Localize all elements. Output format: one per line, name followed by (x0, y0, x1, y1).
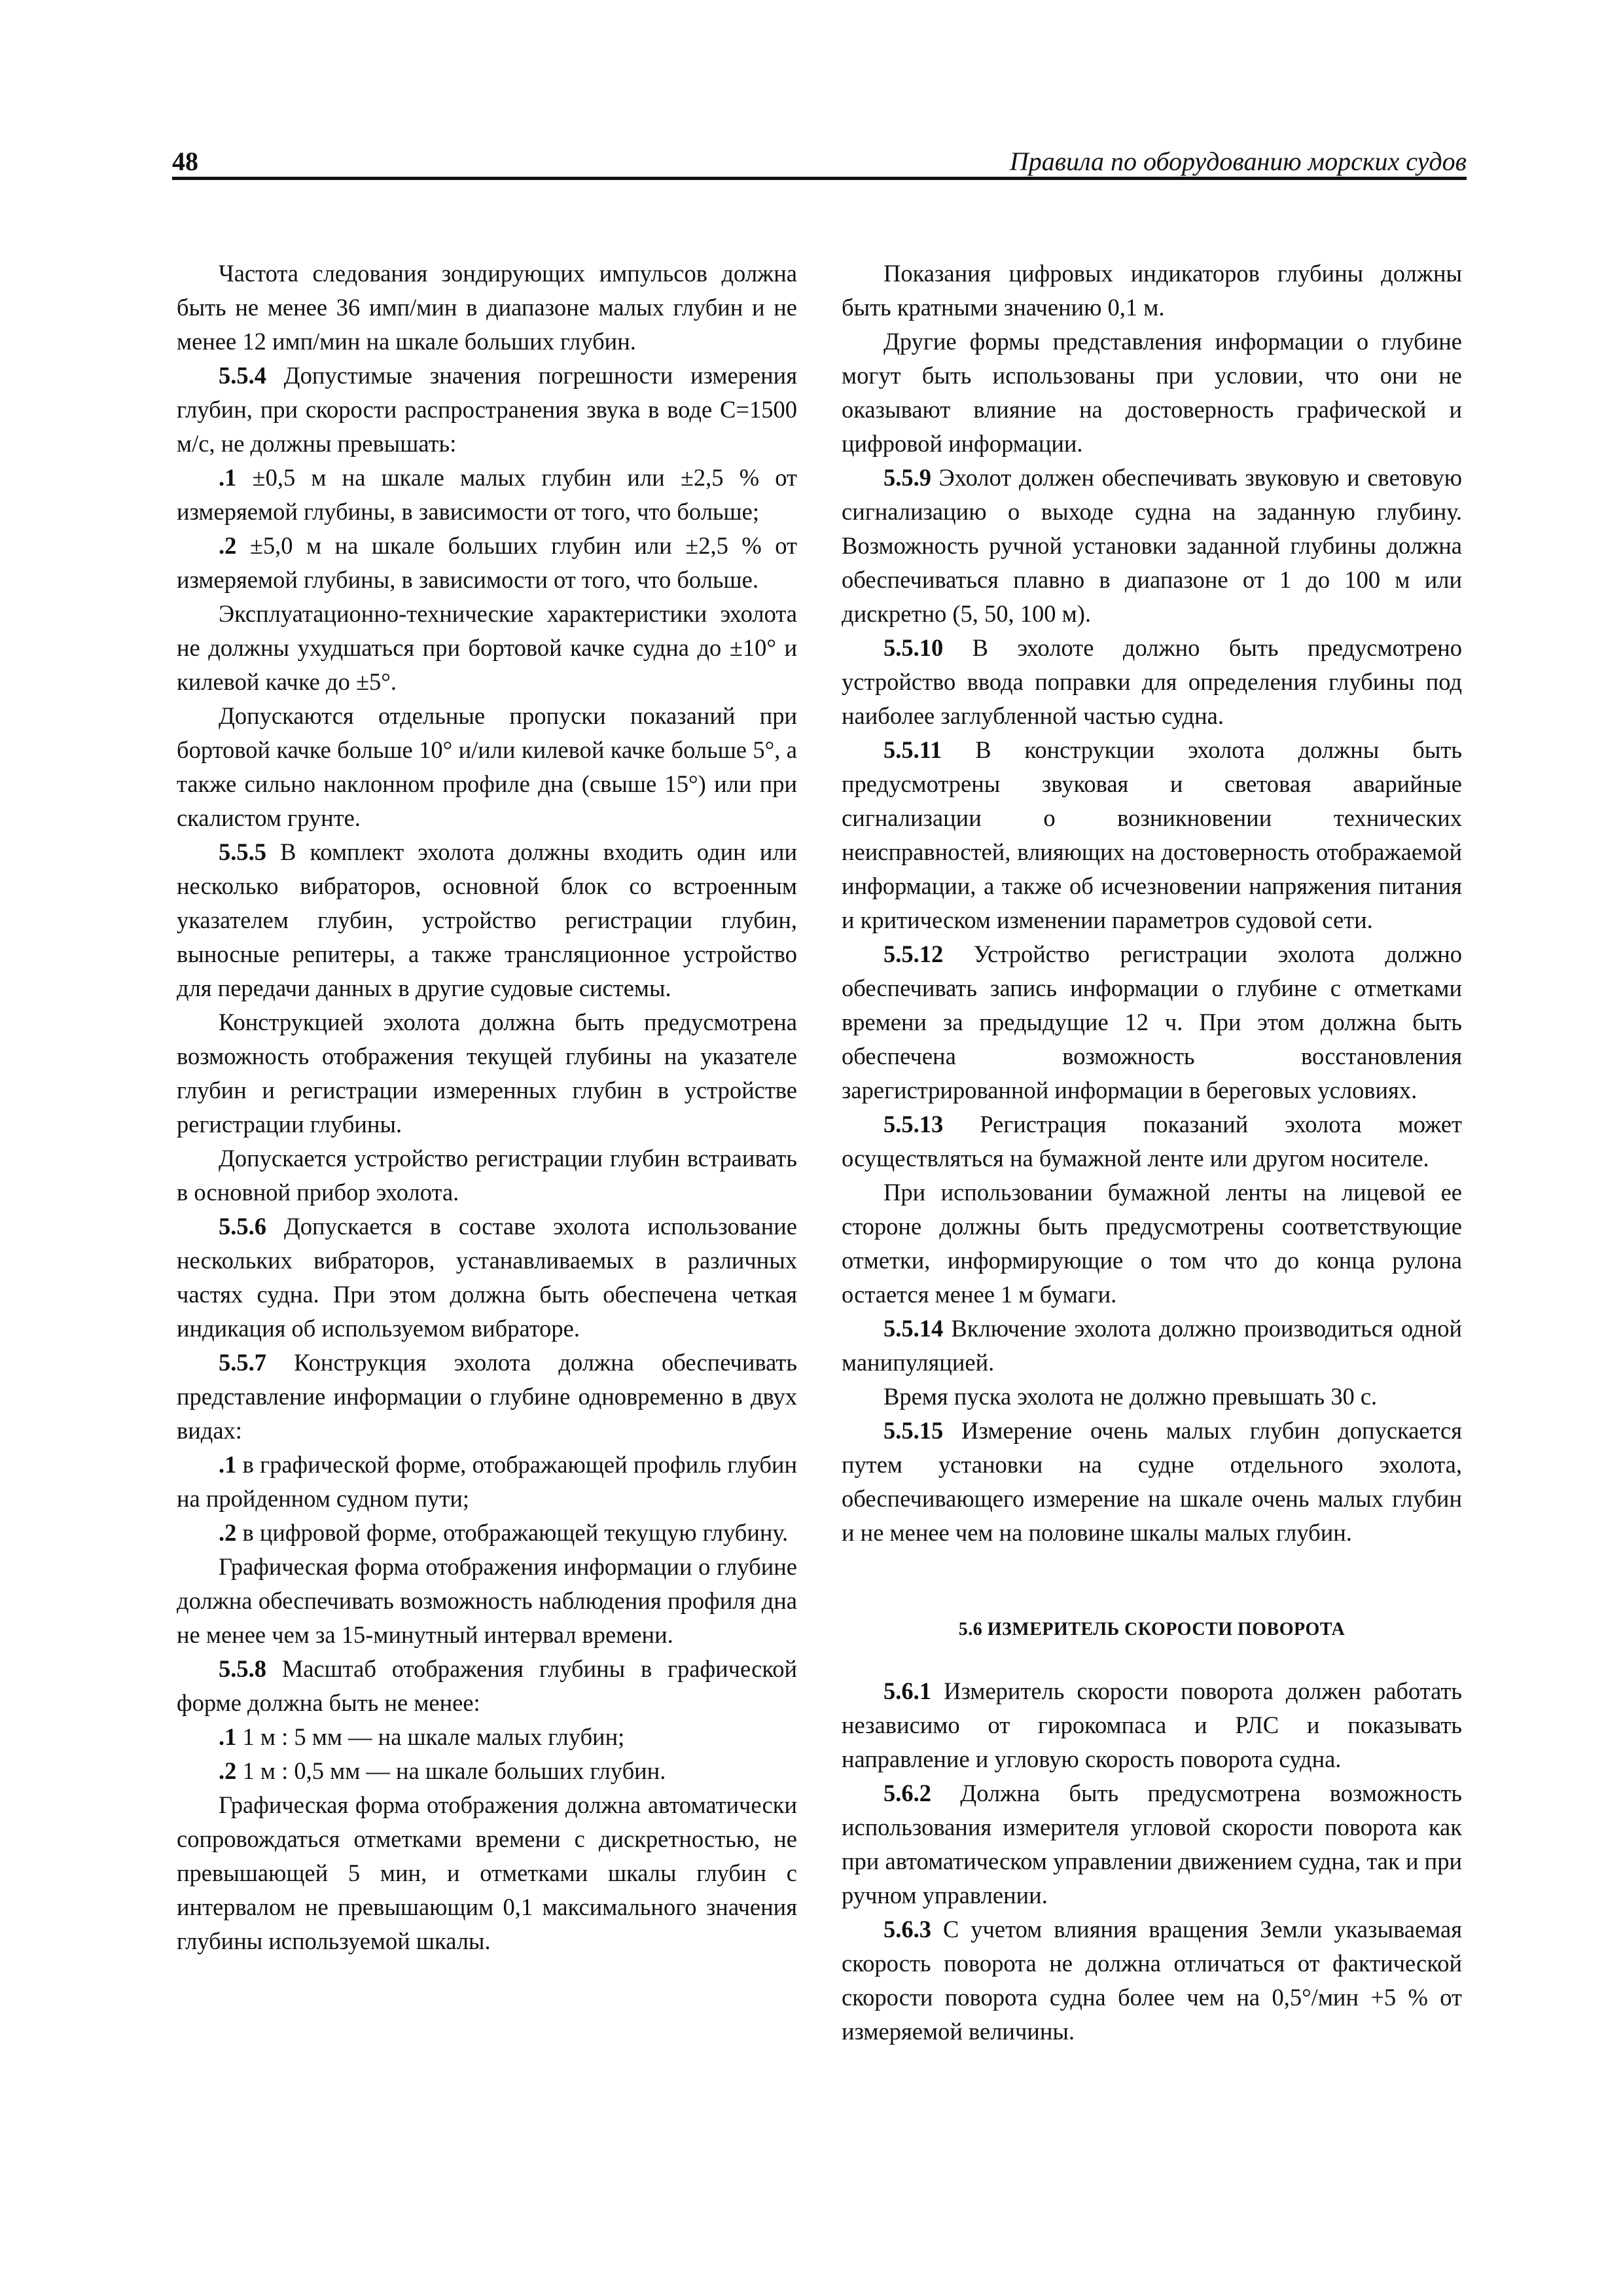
section-heading: 5.6 ИЗМЕРИТЕЛЬ СКОРОСТИ ПОВОРОТА (958, 1619, 1346, 1640)
paragraph-text: Частота следования зондирующих импульсов должна быть не менее 36 имп/мин в диапазоне малых глубин и не менее 12 имп/мин на шкале больших глубин. (177, 260, 797, 355)
paragraph-text: В комплект эхолота должны входить один или несколько вибраторов, основной блок со встроенным указателем глубин, устройство регистрации глубин, выносные репитеры, а также трансляционное устройство для передачи данных в другие судовые системы. (177, 838, 797, 1001)
clause-number: 5.6.1 (883, 1677, 931, 1704)
paragraph-text: Устройство регистрации эхолота должно обеспечивать запись информации о глубине с отметками времени за предыдущие 12 ч. При этом должна быть обеспечена возможность восстановления зарегистрированной информации в береговых условиях. (842, 941, 1462, 1103)
paragraph-text: Показания цифровых индикаторов глубины должны быть кратными значению 0,1 м. (842, 260, 1462, 321)
page-number: 48 (172, 147, 198, 176)
clause-number: .1 (219, 1451, 237, 1478)
paragraph-text: Регистрация показаний эхолота может осуществляться на бумажной ленте или другом носителе. (842, 1111, 1462, 1172)
paragraph-text: Включение эхолота должно производиться одной манипуляцией. (842, 1315, 1462, 1376)
paragraph-text: Допустимые значения погрешности измерения глубин, при скорости распространения звука в воде C=1500 м/с, не должны превышать: (177, 362, 797, 457)
paragraph (842, 1107, 1462, 1175)
paragraph-text: Допускается в составе эхолота использование нескольких вибраторов, устанавливаемых в различных частях судна. При этом должна быть обеспечена четкая индикация об используемом вибраторе. (177, 1213, 797, 1342)
paragraph (177, 1652, 797, 1720)
clause-number: 5.5.13 (883, 1111, 944, 1138)
paragraph-text: ±5,0 м на шкале больших глубин или ±2,5 % от измеряемой глубины, в зависимости от того, что больше. (177, 532, 797, 593)
right-column (842, 257, 1462, 2049)
paragraph (177, 835, 797, 1005)
paragraph-text: в графической форме, отображающей профиль глубин на пройденном судном пути; (177, 1451, 797, 1512)
paragraph-text: 1 м : 5 мм — на шкале малых глубин; (236, 1723, 625, 1750)
clause-number: 5.5.5 (219, 838, 266, 865)
clause-number: 5.5.8 (219, 1655, 266, 1682)
paragraph (842, 1414, 1462, 1550)
clause-number: 5.5.14 (883, 1315, 944, 1342)
paragraph (177, 1550, 797, 1652)
paragraph (177, 597, 797, 699)
header-rule (172, 177, 1467, 180)
paragraph-text: Измерение очень малых глубин допускается путем установки на судне отдельного эхолота, обеспечивающего измерение на шкале очень малых глубин и не менее чем на половине шкалы малых глубин. (842, 1417, 1462, 1546)
paragraph (842, 1175, 1462, 1312)
paragraph (177, 699, 797, 835)
clause-number: 5.5.10 (883, 634, 944, 661)
paragraph-text: Время пуска эхолота не должно превышать 30 с. (883, 1383, 1378, 1410)
clause-number: 5.5.9 (883, 464, 931, 491)
paragraph (177, 359, 797, 461)
paragraph-text: Графическая форма отображения должна автоматически сопровождаться отметками времени с дискретностью, не превышающей 5 мин, и отметками шкалы глубин с интервалом не превышающим 0,1 максимального значения глубины используемой шкалы. (177, 1791, 797, 1954)
running-title: Правила по оборудованию морских судов (1009, 147, 1467, 176)
paragraph (177, 461, 797, 529)
paragraph (177, 1346, 797, 1448)
clause-number: .1 (219, 464, 237, 491)
paragraph (177, 1005, 797, 1141)
right-column-upper (842, 257, 1462, 1550)
clause-number: 5.6.3 (883, 1916, 931, 1943)
paragraph-text: Графическая форма отображения информации о глубине должна обеспечивать возможность наблюдения профиля дна не менее чем за 15-минутный интервал времени. (177, 1553, 797, 1648)
paragraph-text: С учетом влияния вращения Земли указываемая скорость поворота не должна отличаться от фактической скорости поворота судна более чем на 0,5°/мин +5 % от измеряемой величины. (842, 1916, 1462, 2045)
paragraph (842, 1776, 1462, 1912)
clause-number: 5.5.11 (883, 736, 942, 763)
paragraph-text: Другие формы представления информации о глубине могут быть использованы при условии, что они не оказывают влияние на достоверность графической и цифровой информации. (842, 328, 1462, 457)
paragraph (177, 529, 797, 597)
paragraph (177, 1141, 797, 1210)
paragraph (177, 1448, 797, 1516)
clause-number: 5.5.12 (883, 941, 944, 967)
clause-number: 5.6.2 (883, 1780, 931, 1806)
paragraph-text: Конструкция эхолота должна обеспечивать представление информации о глубине одновременно в двух видах: (177, 1349, 797, 1444)
paragraph-text: 1 м : 0,5 мм — на шкале больших глубин. (236, 1757, 666, 1784)
paragraph-text: Эксплуатационно-технические характеристики эхолота не должны ухудшаться при бортовой качке судна до ±10° и килевой качке до ±5°. (177, 600, 797, 695)
left-column (177, 257, 797, 1958)
right-column-lower (842, 1674, 1462, 2049)
paragraph (842, 257, 1462, 325)
paragraph (842, 1674, 1462, 1776)
paragraph (842, 325, 1462, 461)
paragraph-text: В эхолоте должно быть предусмотрено устройство ввода поправки для определения глубины под наиболее заглубленной частью судна. (842, 634, 1462, 729)
paragraph (177, 1754, 797, 1788)
paragraph-text: Допускаются отдельные пропуски показаний при бортовой качке больше 10° и/или килевой качке больше 5°, а также сильно наклонном профиле дна (свыше 15°) или при скалистом грунте. (177, 702, 797, 831)
paragraph (842, 1380, 1462, 1414)
paragraph (842, 461, 1462, 631)
paragraph-text: Должна быть предусмотрена возможность использования измерителя угловой скорости поворота как при автоматическом управлении движением судна, так и при ручном управлении. (842, 1780, 1462, 1909)
clause-number: .2 (219, 1519, 237, 1546)
paragraph-text: в цифровой форме, отображающей текущую глубину. (236, 1519, 789, 1546)
clause-number: 5.5.6 (219, 1213, 266, 1240)
paragraph (842, 1912, 1462, 2049)
paragraph (842, 937, 1462, 1107)
paragraph (177, 1210, 797, 1346)
paragraph-text: Измеритель скорости поворота должен работать независимо от гирокомпаса и РЛС и показывать направление и угловую скорость поворота судна. (842, 1677, 1462, 1772)
paragraph (842, 631, 1462, 733)
clause-number: 5.5.4 (219, 362, 266, 389)
clause-number: .2 (219, 1757, 237, 1784)
clause-number: 5.5.7 (219, 1349, 266, 1376)
paragraph (842, 1312, 1462, 1380)
clause-number: .2 (219, 532, 237, 559)
clause-number: 5.5.15 (883, 1417, 944, 1444)
paragraph (177, 1720, 797, 1754)
paragraph-text: Конструкцией эхолота должна быть предусмотрена возможность отображения текущей глубины на указателе глубин и регистрации измеренных глубин в устройстве регистрации глубины. (177, 1009, 797, 1138)
paragraph-text: При использовании бумажной ленты на лицевой ее стороне должны быть предусмотрены соответствующие отметки, информирующие о том что до конца рулона остается менее 1 м бумаги. (842, 1179, 1462, 1308)
paragraph-text: Масштаб отображения глубины в графической форме должна быть не менее: (177, 1655, 797, 1716)
paragraph (177, 257, 797, 359)
paragraph (842, 733, 1462, 937)
paragraph (177, 1516, 797, 1550)
paragraph-text: Эхолот должен обеспечивать звуковую и световую сигнализацию о выходе судна на заданную глубину. Возможность ручной установки заданной глубины должна обеспечиваться плавно в диапазоне от 1 до 100 м или дискретно (5, 50, 100 м). (842, 464, 1462, 627)
paragraph-text: ±0,5 м на шкале малых глубин или ±2,5 % от измеряемой глубины, в зависимости от того, что больше; (177, 464, 797, 525)
clause-number: .1 (219, 1723, 237, 1750)
paragraph-text: Допускается устройство регистрации глубин встраивать в основной прибор эхолота. (177, 1145, 797, 1206)
paragraph (177, 1788, 797, 1958)
paragraph-text: В конструкции эхолота должны быть предусмотрены звуковая и световая аварийные сигнализации о возникновении технических неисправностей, влияющих на достоверность отображаемой информации, а также об исчезновении напряжения питания и критическом изменении параметров судовой сети. (842, 736, 1462, 933)
